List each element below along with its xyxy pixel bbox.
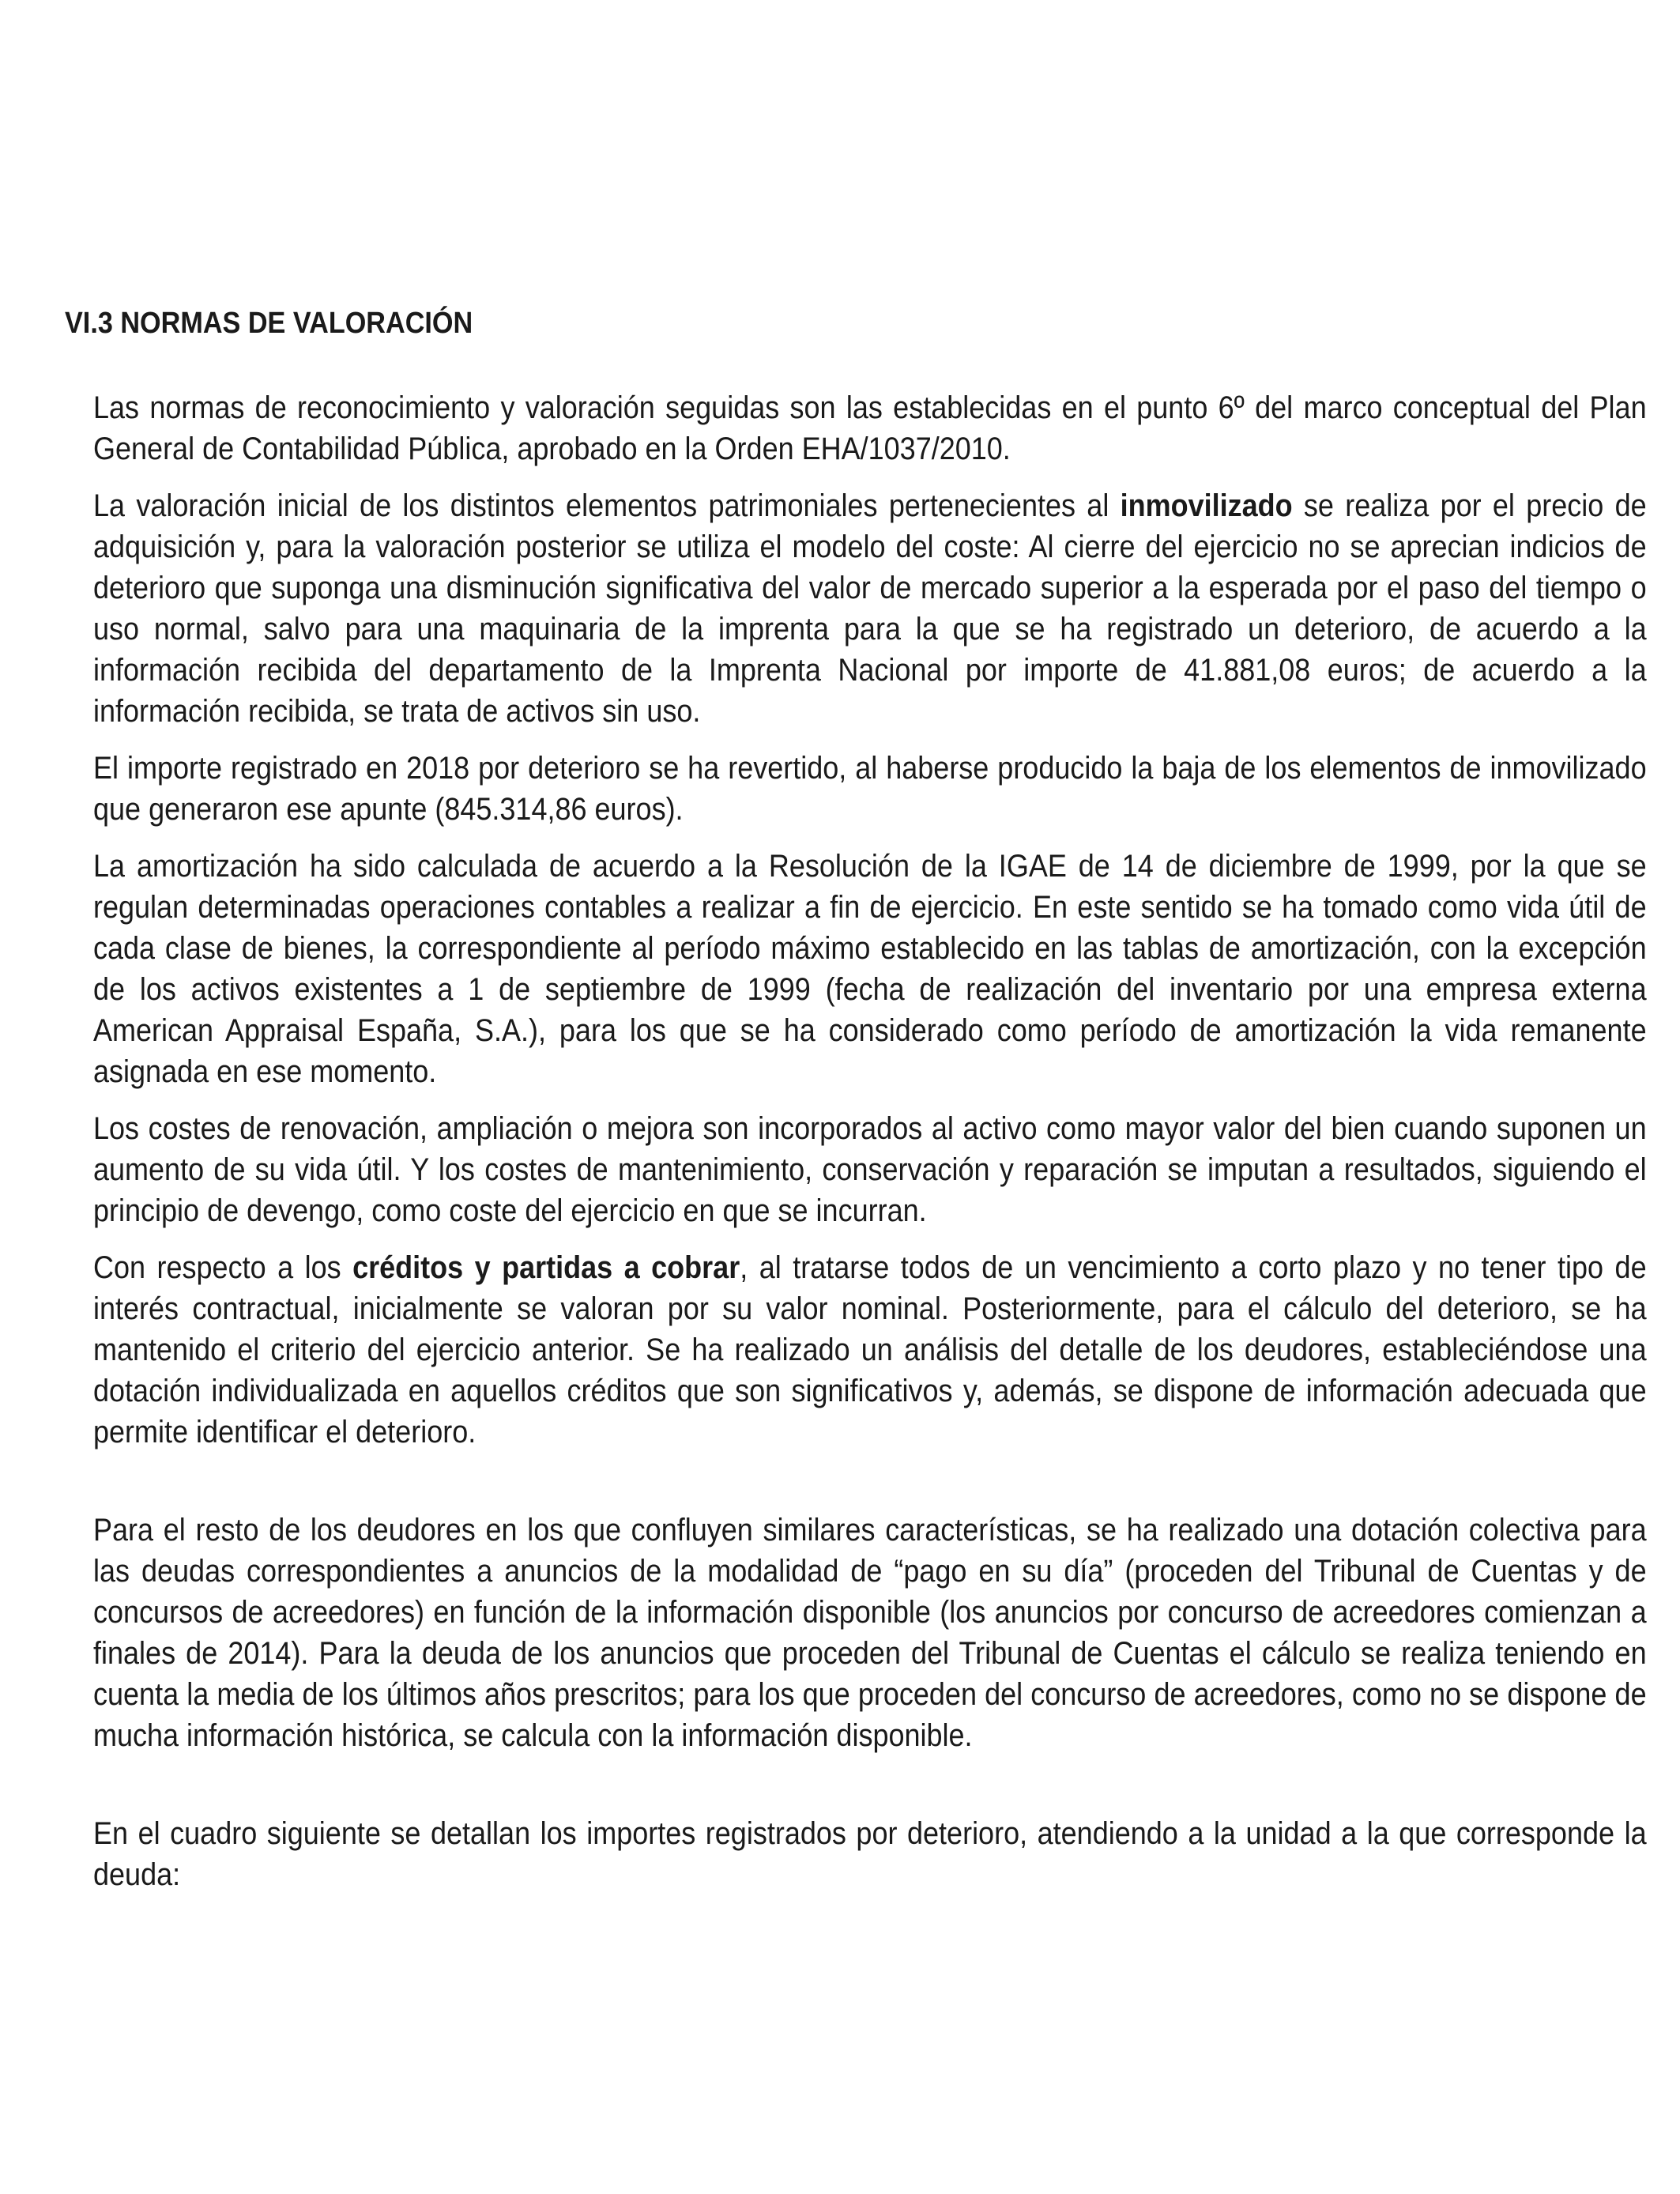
paragraph-inmovilizado-intro: La valoración inicial de los distintos elementos patrimoniales pertenecientes al bbox=[93, 488, 1121, 523]
term-inmovilizado: inmovilizado bbox=[1120, 488, 1293, 523]
paragraph-inmovilizado-rest: se realiza por el precio de adquisición y, para la valoración posterior se utiliza el modelo del coste: Al cierre del ejercicio no se aprecian indicios de deterioro que suponga una disminución significativa del valor de mercado superior a la esperada por el paso del tiempo o uso normal, salvo para una maquinaria de la imprenta para la que se ha registrado un deterioro, de acuerdo a la información recibida del departamento de la Imprenta Nacional por importe de 41.881,08 euros; de acuerdo a la información recibida, se trata de activos sin uso. bbox=[93, 488, 1647, 729]
paragraph-cuadro-intro: En el cuadro siguiente se detallan los importes registrados por deterioro, atendiendo a la unidad a la que corresponde la deuda: bbox=[93, 1816, 1647, 1892]
paragraph-amortizacion: La amortización ha sido calculada de acuerdo a la Resolución de la IGAE de 14 de diciembre de 1999, por la que se regulan determinadas operaciones contables a realizar a fin de ejercicio. En este sentido se ha tomado como vida útil de cada clase de bienes, la correspondiente al período máximo establecido en las tablas de amortización, con la excepción de los activos existentes a 1 de septiembre de 1999 (fecha de realización del inventario por una empresa externa American Appraisal España, S.A.), para los que se ha considerado como período de amortización la vida remanente asignada en ese momento. bbox=[93, 849, 1647, 1089]
paragraph-creditos bbox=[93, 1247, 1647, 1453]
body-text bbox=[93, 387, 1647, 1895]
paragraph-creditos-intro: Con respecto a los bbox=[93, 1250, 353, 1285]
paragraph-deterioro-revertido: El importe registrado en 2018 por deterioro se ha revertido, al haberse producido la baja de los elementos de inmovilizado que generaron ese apunte (845.314,86 euros). bbox=[93, 751, 1647, 827]
paragraph-creditos-rest: , al tratarse todos de un vencimiento a corto plazo y no tener tipo de interés contractual, inicialmente se valoran por su valor nominal. Posteriormente, para el cálculo del deterioro, se ha mantenido el criterio del ejercicio anterior. Se ha realizado un análisis del detalle de los deudores, estableciéndose una dotación individualizada en aquellos créditos que son significativos y, además, se dispone de información adecuada que permite identificar el deterioro. bbox=[93, 1250, 1647, 1449]
paragraph-marco-conceptual: Las normas de reconocimiento y valoración seguidas son las establecidas en el punto 6º del marco conceptual del Plan General de Contabilidad Pública, aprobado en la Orden EHA/1037/2010. bbox=[93, 390, 1647, 466]
section-heading: VI.3 NORMAS DE VALORACIÓN bbox=[65, 307, 473, 340]
paragraph-inmovilizado bbox=[93, 485, 1647, 732]
paragraph-resto-deudores: Para el resto de los deudores en los que confluyen similares características, se ha realizado una dotación colectiva para las deudas correspondientes a anuncios de la modalidad de “pago en su día” (proceden del Tribunal de Cuentas y de concursos de acreedores) en función de la información disponible (los anuncios por concurso de acreedores comienzan a finales de 2014). Para la deuda de los anuncios que proceden del Tribunal de Cuentas el cálculo se realiza teniendo en cuenta la media de los últimos años prescritos; para los que proceden del concurso de acreedores, como no se dispone de mucha información histórica, se calcula con la información disponible. bbox=[93, 1513, 1647, 1753]
paragraph-costes-renovacion: Los costes de renovación, ampliación o mejora son incorporados al activo como mayor valor del bien cuando suponen un aumento de su vida útil. Y los costes de mantenimiento, conservación y reparación se imputan a resultados, siguiendo el principio de devengo, como coste del ejercicio en que se incurran. bbox=[93, 1111, 1647, 1228]
term-creditos-partidas: créditos y partidas a cobrar bbox=[352, 1250, 740, 1285]
